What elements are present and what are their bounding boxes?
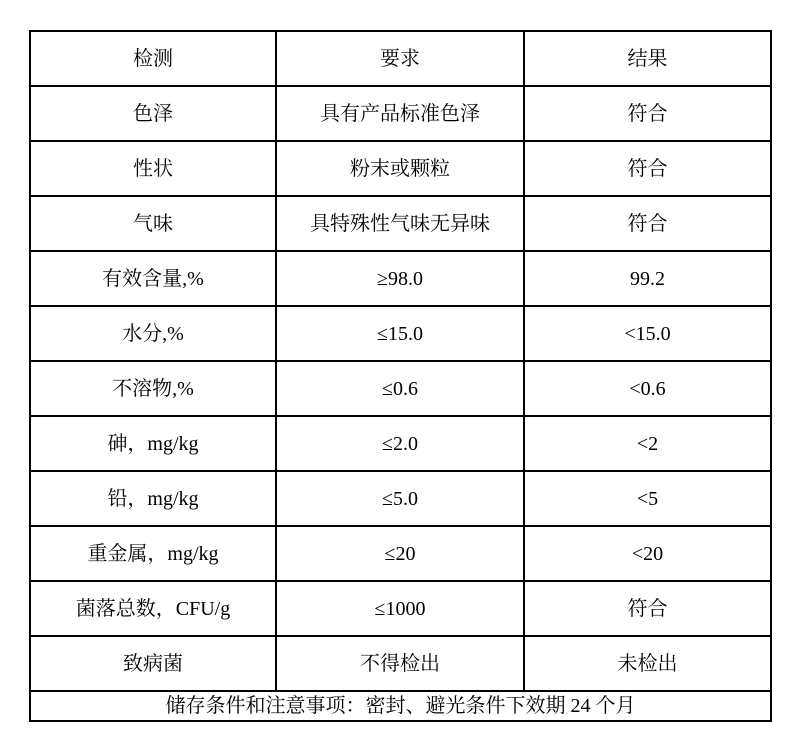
cell-requirement: ≤0.6	[276, 361, 524, 416]
cell-result: <2	[524, 416, 771, 471]
table-row	[30, 306, 771, 361]
column-header: 结果	[524, 31, 771, 86]
cell-test: 水分,%	[30, 306, 276, 361]
inspection-table	[29, 30, 772, 722]
column-header: 检测	[30, 31, 276, 86]
table-row	[30, 416, 771, 471]
table-row	[30, 526, 771, 581]
cell-result: 符合	[524, 196, 771, 251]
cell-requirement: ≥98.0	[276, 251, 524, 306]
cell-result: 符合	[524, 86, 771, 141]
cell-test: 砷，mg/kg	[30, 416, 276, 471]
table-body	[30, 31, 771, 721]
cell-test: 色泽	[30, 86, 276, 141]
cell-requirement: ≤5.0	[276, 471, 524, 526]
cell-requirement: ≤15.0	[276, 306, 524, 361]
table-row	[30, 141, 771, 196]
table-footer-row	[30, 691, 771, 721]
cell-result: 符合	[524, 581, 771, 636]
cell-test: 性状	[30, 141, 276, 196]
cell-requirement: ≤2.0	[276, 416, 524, 471]
table-row	[30, 361, 771, 416]
cell-result: 符合	[524, 141, 771, 196]
storage-note: 储存条件和注意事项：密封、避光条件下效期 24 个月	[30, 691, 771, 721]
table-row	[30, 86, 771, 141]
cell-test: 菌落总数，CFU/g	[30, 581, 276, 636]
table-row	[30, 196, 771, 251]
cell-requirement: 粉末或颗粒	[276, 141, 524, 196]
cell-requirement: 具有产品标准色泽	[276, 86, 524, 141]
cell-result: <0.6	[524, 361, 771, 416]
table-row	[30, 471, 771, 526]
table-row	[30, 636, 771, 691]
cell-test: 不溶物,%	[30, 361, 276, 416]
cell-requirement: ≤20	[276, 526, 524, 581]
table-row	[30, 581, 771, 636]
cell-test: 重金属，mg/kg	[30, 526, 276, 581]
cell-result: 99.2	[524, 251, 771, 306]
cell-result: <15.0	[524, 306, 771, 361]
cell-result: <20	[524, 526, 771, 581]
cell-requirement: ≤1000	[276, 581, 524, 636]
cell-test: 铅，mg/kg	[30, 471, 276, 526]
cell-requirement: 不得检出	[276, 636, 524, 691]
cell-test: 致病菌	[30, 636, 276, 691]
cell-test: 气味	[30, 196, 276, 251]
cell-result: 未检出	[524, 636, 771, 691]
table-row	[30, 251, 771, 306]
cell-requirement: 具特殊性气味无异味	[276, 196, 524, 251]
column-header: 要求	[276, 31, 524, 86]
cell-result: <5	[524, 471, 771, 526]
table-header-row	[30, 31, 771, 86]
cell-test: 有效含量,%	[30, 251, 276, 306]
